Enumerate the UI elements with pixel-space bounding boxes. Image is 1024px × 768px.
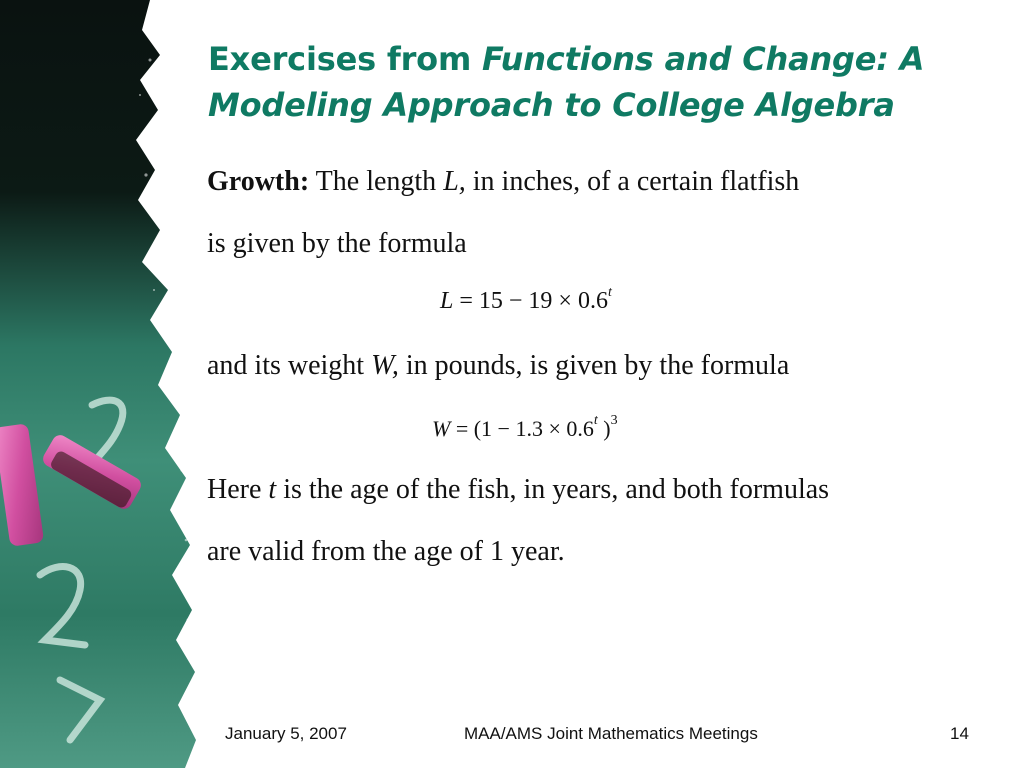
title-prefix: Exercises from [208,40,472,78]
weight-formula-rhs-b: ) [603,416,611,441]
weight-formula-inner-exponent: t [593,413,598,428]
age-text-b: is the age of the fish, in years, and both formulas [283,474,830,505]
length-formula-exponent: t [607,285,612,300]
age-variable: t [268,474,277,505]
weight-variable: W, [371,350,399,381]
footer-page-number: 14 [950,724,969,743]
growth-text-a: The length [315,166,437,197]
weight-formula-lhs: W [432,416,451,441]
length-variable: L, [443,166,466,197]
paragraph-age [207,474,829,506]
paragraph-age-line-2: are valid from the age of 1 year. [207,536,565,567]
growth-text-b: in inches, of a certain flatfish [472,166,800,197]
weight-text-b: in pounds, is given by the formula [405,350,790,381]
weight-formula-rhs-a: = (1 − 1.3 × 0.6 [455,416,594,441]
age-text-a: Here [207,474,262,505]
slide-title-line-1 [208,40,924,78]
title-book-part-1: Functions and Change: A [482,40,925,78]
footer-date: January 5, 2007 [225,724,347,743]
weight-text-a: and its weight [207,350,365,381]
chalkboard-shape [0,0,196,768]
paragraph-growth-line-2: is given by the formula [207,228,467,259]
paragraph-growth [207,166,799,198]
chalkboard-decoration [0,0,200,768]
paragraph-weight [207,350,789,382]
title-book-part-2: Modeling Approach to College Algebra [208,86,895,124]
length-formula [440,285,612,315]
length-formula-rhs: = 15 − 19 × 0.6 [459,288,608,314]
growth-label: Growth: [207,166,310,197]
slide-title-line-2 [208,86,895,124]
weight-formula-outer-exponent: 3 [610,413,618,428]
weight-formula [432,413,618,442]
footer-event: MAA/AMS Joint Mathematics Meetings [464,724,758,743]
length-formula-lhs: L [440,288,454,314]
